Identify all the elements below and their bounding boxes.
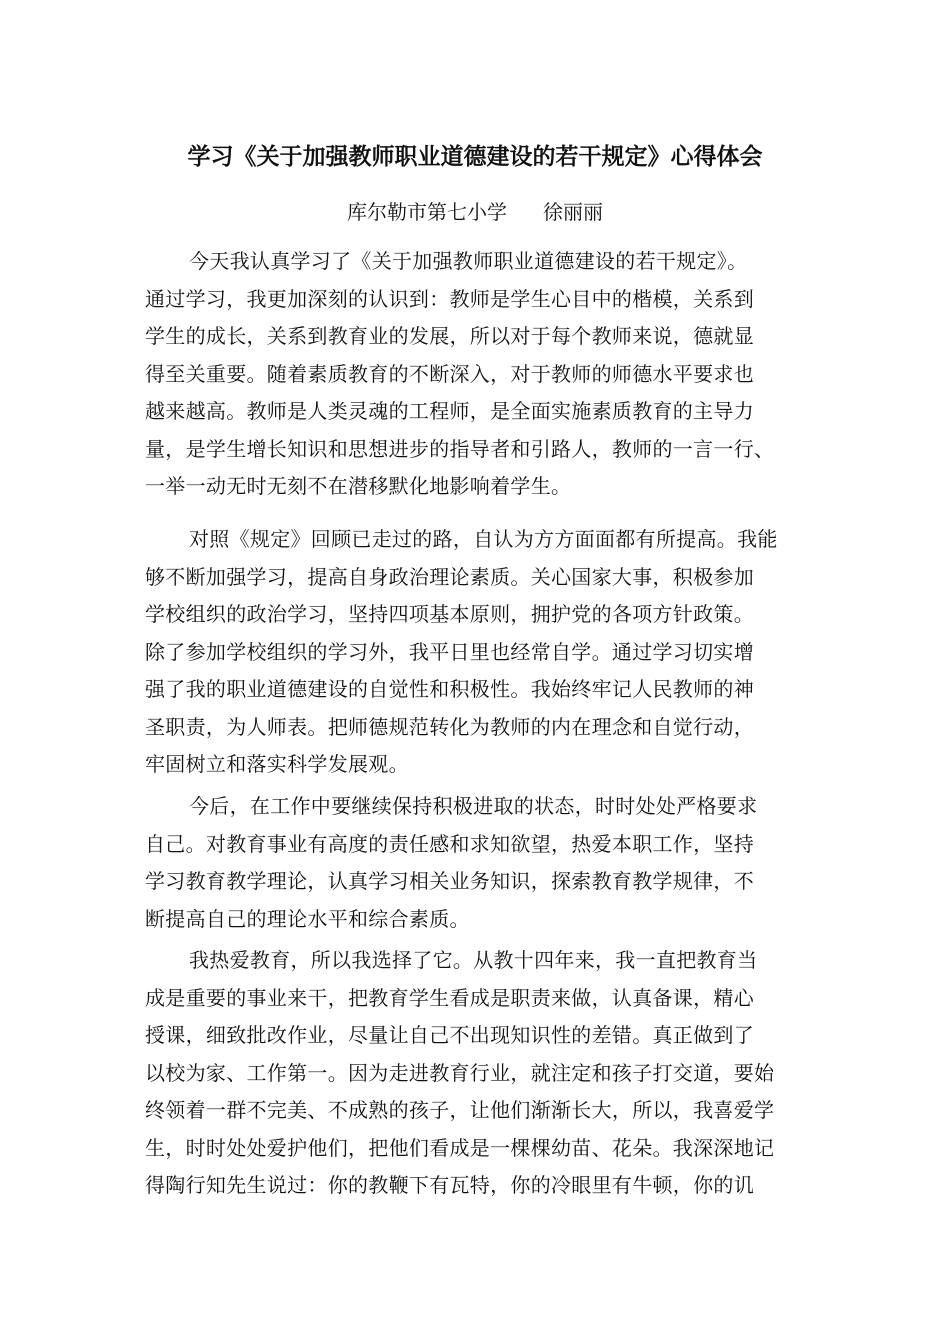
paragraph-line: 对照《规定》回顾已走过的路，自认为方方面面都有所提高。我能 xyxy=(189,527,778,551)
paragraph-line: 自己。对教育事业有高度的责任感和求知欲望，热爱本职工作，坚持 xyxy=(145,831,754,856)
paragraph-line: 授课，细致批改作业，尽量让自己不出现知识性的差错。真正做到了 xyxy=(145,1023,754,1047)
paragraph-line: 我热爱教育，所以我选择了它。从教十四年来，我一直把教育当 xyxy=(189,948,758,972)
paragraph xyxy=(145,942,825,1205)
paragraph-line: 牢固树立和落实科学发展观。 xyxy=(145,752,409,776)
paragraph xyxy=(145,243,825,506)
paragraph-line: 越来越高。教师是人类灵魂的工程师，是全面实施素质教育的主导力 xyxy=(145,399,754,423)
paragraph-line: 除了参加学校组织的学习外，我平日里也经常自学。通过学习切实增 xyxy=(145,639,754,664)
paragraph-line: 学校组织的政治学习，坚持四项基本原则，拥护党的各项方针政策。 xyxy=(145,602,754,626)
paragraph-line: 通过学习，我更加深刻的认识到：教师是学生心目中的楷模，关系到 xyxy=(145,286,754,311)
paragraph-line: 今天我认真学习了《关于加强教师职业道德建设的若干规定》。 xyxy=(189,249,748,273)
paragraph-line: 一举一动无时无刻不在潜移默化地影响着学生。 xyxy=(145,474,572,498)
paragraph-line: 断提高自己的理论水平和综合素质。 xyxy=(145,906,470,931)
paragraph xyxy=(145,521,825,784)
paragraph-line: 今后，在工作中要继续保持积极进取的状态，时时处处严格要求 xyxy=(189,794,758,818)
paragraph-line: 终领着一群不完美、不成熟的孩子，让他们渐渐长大，所以，我喜爱学 xyxy=(145,1098,775,1122)
paragraph-line: 生，时时处处爱护他们，把他们看成是一棵棵幼苗、花朵。我深深地记 xyxy=(145,1135,775,1160)
paragraph-line: 以校为家、工作第一。因为走进教育行业，就注定和孩子打交道，要始 xyxy=(145,1060,775,1085)
paragraph-line: 成是重要的事业来干，把教育学生看成是职责来做，认真备课，精心 xyxy=(145,985,754,1010)
byline xyxy=(0,197,950,227)
paragraph-line: 学习教育教学理论，认真学习相关业务知识，探索教育教学规律，不 xyxy=(145,869,754,893)
paragraph-line: 得陶行知先生说过：你的教鞭下有瓦特，你的冷眼里有牛顿，你的讥 xyxy=(145,1173,754,1197)
paragraph-line: 学生的成长，关系到教育业的发展，所以对于每个教师来说，德就显 xyxy=(145,324,754,348)
paragraph-line: 得至关重要。随着素质教育的不断深入，对于教师的师德水平要求也 xyxy=(145,361,754,386)
paragraph-line: 量，是学生增长知识和思想进步的指导者和引路人，教师的一言一行、 xyxy=(145,436,775,461)
document-title: 学习《关于加强教师职业道德建设的若干规定》心得体会 xyxy=(187,144,763,170)
paragraph-line: 够不断加强学习，提高自身政治理论素质。关心国家大事，积极参加 xyxy=(145,564,754,589)
school-name: 库尔勒市第七小学 xyxy=(347,200,507,224)
paragraph xyxy=(145,788,825,938)
author-name: 徐丽丽 xyxy=(543,200,603,224)
paragraph-line: 强了我的职业道德建设的自觉性和积极性。我始终牢记人民教师的神 xyxy=(145,677,754,701)
paragraph-line: 圣职责，为人师表。把师德规范转化为教师的内在理念和自觉行动， xyxy=(145,714,754,739)
